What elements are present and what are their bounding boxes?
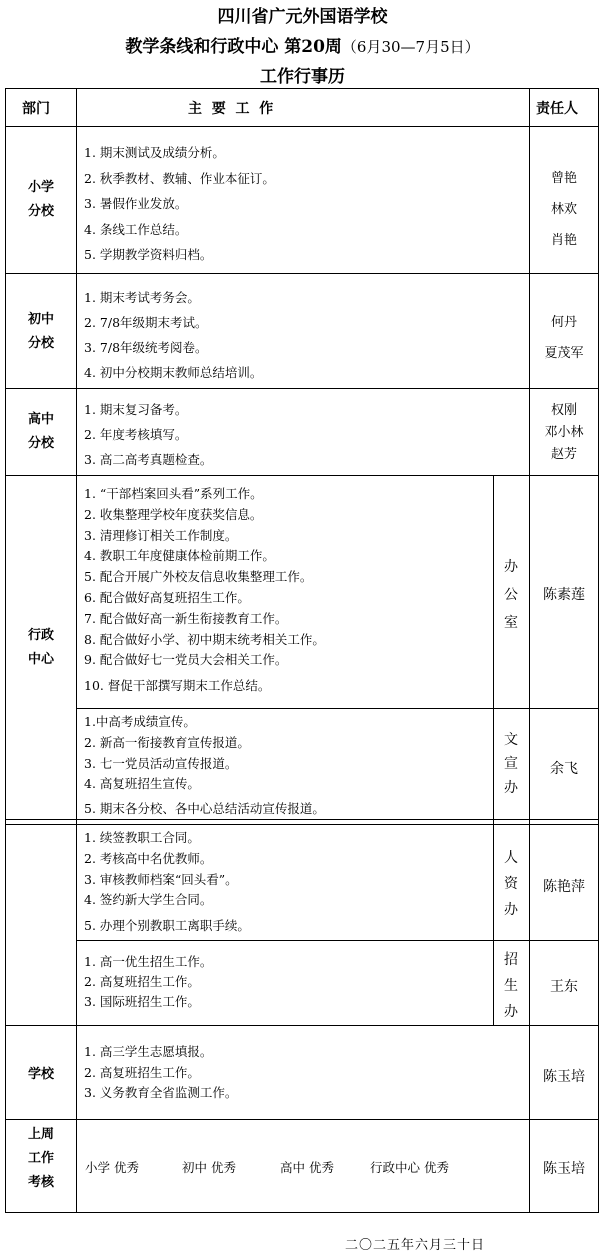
task-item: 8. 配合做好小学、初中期末统考相关工作。: [84, 631, 325, 647]
table-rule: [76, 88, 77, 1213]
task-item: 2. 收集整理学校年度获奖信息。: [84, 506, 263, 522]
hr-task-list: [84, 828, 250, 937]
review-junior: 初中 优秀: [182, 1160, 236, 1175]
unit-char: 办: [504, 559, 518, 575]
task-item: 3. 七一党员活动宣传报道。: [84, 755, 238, 771]
primary-task-list: [84, 140, 275, 268]
unit-admissions: [497, 947, 525, 1025]
table-rule: [5, 475, 599, 476]
unit-char: 室: [504, 615, 518, 631]
dept-label-line: 小学: [27, 180, 54, 195]
dept-review: [11, 1123, 71, 1195]
junior-task-list: [84, 285, 262, 385]
task-item: 4. 初中分校期末教师总结培训。: [84, 365, 263, 380]
unit-char: 办: [504, 780, 518, 796]
dept-label-line: 工作: [27, 1151, 54, 1166]
task-item: 3. 义务教育全省监测工作。: [84, 1085, 238, 1100]
table-rule: [493, 475, 494, 1025]
date-range: （6月30—7月5日）: [341, 38, 480, 56]
dept-label-line: 初中: [27, 312, 54, 327]
dept-school: 学校: [27, 1067, 54, 1082]
task-item: 6. 配合做好高复班招生工作。: [84, 589, 250, 605]
review-senior: 高中 优秀: [280, 1160, 334, 1175]
center-title: [0, 32, 605, 57]
owner-hr: 陈艳萍: [543, 879, 585, 895]
task-item: 5. 期末各分校、各中心总结活动宣传报道。: [84, 801, 325, 817]
review-admin: 行政中心 优秀: [370, 1160, 449, 1175]
school-name: 四川省广元外国语学校: [217, 7, 388, 27]
task-item: 2. 新高一衔接教育宣传报道。: [84, 734, 250, 750]
table-rule: [5, 273, 599, 274]
table-rule: [76, 940, 599, 941]
owner-name: 赵芳: [550, 447, 577, 462]
owners-junior: [531, 307, 597, 369]
owner-review: 陈玉培: [543, 1161, 585, 1177]
table-rule: [76, 708, 599, 709]
column-header-owner: 责任人: [536, 101, 578, 117]
unit-office: [497, 553, 525, 637]
publicity-task-list: [84, 712, 325, 820]
dept-label-line: 上周: [27, 1127, 54, 1142]
dept-label-line: 分校: [27, 436, 54, 451]
task-item: 1. 期末考试考务会。: [84, 290, 200, 305]
task-item: 3. 清理修订相关工作制度。: [84, 527, 238, 543]
unit-char: 招: [504, 952, 518, 968]
task-item: 3. 审核教师档案“回头看”。: [84, 871, 238, 887]
table-rule: [5, 1119, 599, 1120]
task-item: 5. 办理个别教职工离职手续。: [84, 918, 250, 934]
owner-office: 陈素莲: [543, 587, 585, 603]
unit-char: 宣: [504, 756, 518, 772]
unit-char: 办: [504, 902, 518, 918]
dept-senior: [11, 408, 71, 456]
issue-date: 二〇二五年六月三十日: [345, 1238, 486, 1253]
task-item: 1. 期末测试及成绩分析。: [84, 145, 225, 160]
task-item: 4. 教职工年度健康体检前期工作。: [84, 548, 275, 564]
task-item: 4. 条线工作总结。: [84, 221, 188, 237]
task-item: 7. 配合做好高一新生衔接教育工作。: [84, 610, 288, 626]
doc-title: 工作行事历: [260, 67, 345, 87]
task-item: 1. “干部档案回头看”系列工作。: [84, 486, 263, 501]
owner-name: 林欢: [550, 202, 577, 217]
dept-primary: [11, 176, 71, 224]
owner-name: 邓小林: [544, 425, 584, 440]
table-rule: [5, 126, 599, 127]
task-item: 2. 年度考核填写。: [84, 427, 188, 442]
task-item: 2. 高复班招生工作。: [84, 1064, 200, 1080]
dept-junior: [11, 308, 71, 356]
school-task-list: [84, 1042, 237, 1104]
dept-admin-center: [11, 624, 71, 672]
unit-char: 公: [504, 587, 518, 603]
dept-label-line: 行政: [27, 628, 54, 643]
task-item: 3. 国际班招生工作。: [84, 994, 200, 1009]
dept-label-line: 高中: [27, 412, 54, 427]
task-item: 4. 高复班招生宣传。: [84, 776, 200, 792]
task-item: 3. 7/8年级统考阅卷。: [84, 340, 208, 355]
column-header-dept: 部门: [22, 101, 50, 117]
owner-name: 何丹: [550, 315, 577, 330]
task-item: 2. 考核高中名优教师。: [84, 850, 213, 866]
owner-admissions: 王东: [550, 979, 578, 995]
task-item: 1. 高一优生招生工作。: [84, 954, 213, 969]
task-item: 2. 7/8年级期末考试。: [84, 315, 208, 330]
task-item: 4. 签约新大学生合同。: [84, 892, 213, 908]
owners-primary: [531, 163, 597, 256]
unit-char: 人: [504, 850, 518, 866]
owner-publicity: 余飞: [550, 761, 578, 777]
unit-hr: [497, 845, 525, 923]
owner-name: 肖艳: [550, 233, 577, 248]
table-rule: [529, 88, 530, 1213]
owner-name: 夏茂军: [544, 346, 584, 361]
owner-name: 曾艳: [550, 171, 577, 186]
task-item: 10. 督促干部撰写期末工作总结。: [84, 678, 271, 694]
task-item: 9. 配合做好七一党员大会相关工作。: [84, 652, 288, 668]
dept-label-line: 中心: [27, 652, 54, 667]
dept-label-line: 考核: [27, 1175, 54, 1190]
task-item: 3. 暑假作业发放。: [84, 196, 188, 211]
task-item: 2. 秋季教材、教辅、作业本征订。: [84, 170, 275, 186]
task-item: 1.中高考成绩宣传。: [84, 714, 196, 729]
office-task-list: [84, 484, 325, 697]
table-rule: [5, 1025, 599, 1026]
task-item: 1. 期末复习备考。: [84, 402, 188, 417]
task-item: 5. 学期教学资料归档。: [84, 247, 213, 262]
table-rule: [5, 88, 599, 89]
task-item: 5. 配合开展广外校友信息收集整理工作。: [84, 569, 313, 585]
unit-char: 资: [504, 876, 518, 892]
unit-char: 生: [504, 978, 518, 994]
owners-senior: [531, 400, 597, 466]
table-rule: [5, 388, 599, 389]
unit-char: 文: [504, 732, 518, 748]
unit-char: 办: [504, 1004, 518, 1020]
owner-name: 权刚: [550, 403, 577, 418]
owner-school: 陈玉培: [543, 1069, 585, 1085]
task-item: 1. 高三学生志愿填报。: [84, 1044, 213, 1059]
center-week-title: 教学条线和行政中心 第20周: [125, 37, 342, 57]
task-item: 1. 续签教职工合同。: [84, 830, 200, 845]
dept-label-line: 分校: [27, 204, 54, 219]
unit-publicity: [497, 728, 525, 800]
admissions-task-list: [84, 952, 212, 1012]
task-item: 3. 高二高考真题检查。: [84, 452, 213, 467]
review-primary: 小学 优秀: [85, 1160, 139, 1175]
dept-label-line: 分校: [27, 336, 54, 351]
column-header-work: 主 要 工 作: [188, 101, 274, 117]
table-rule: [5, 824, 599, 825]
task-item: 2. 高复班招生工作。: [84, 974, 200, 989]
senior-task-list: [84, 397, 212, 472]
